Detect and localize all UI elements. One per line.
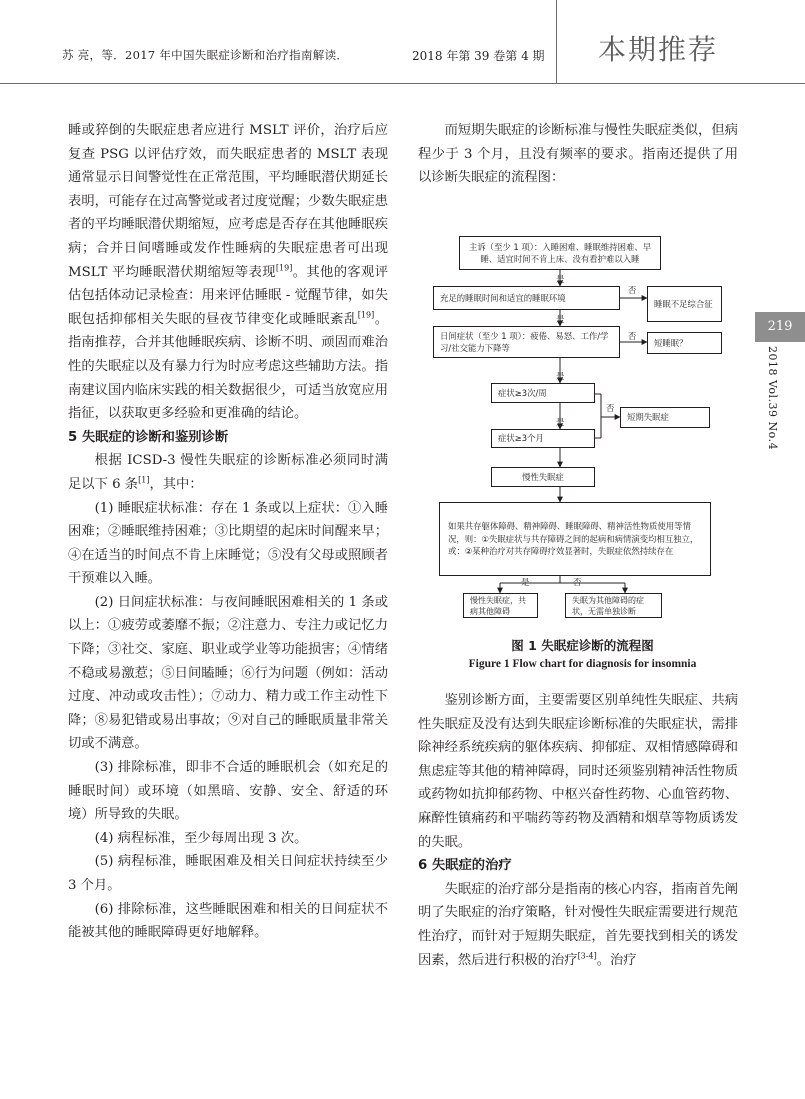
flow-chronic-box: 慢性失眠症 xyxy=(491,467,595,487)
figure-caption-cn: 图 1 失眠症诊断的流程图 xyxy=(511,638,654,653)
left-column xyxy=(68,119,388,945)
right-column-bottom xyxy=(418,689,738,972)
flow-yes-label: 是 xyxy=(556,417,565,427)
paragraph-short-term: 而短期失眠症的诊断标准与慢性失眠症类似，但病程少于 3 个月，且没有频率的要求。指南还提供了用以诊断失眠症的流程图： xyxy=(418,123,738,186)
figure-caption-en: Figure 1 Flow chart for diagnosis for insomnia xyxy=(468,658,697,670)
header-rule xyxy=(0,83,805,84)
flow-yes-label: 是 xyxy=(521,577,530,587)
citation: [19] xyxy=(357,310,375,320)
citation: [3-4] xyxy=(577,951,597,961)
flow-comorbid-chronic-box: 慢性失眠症，共病其他障碍 xyxy=(463,593,538,618)
flow-yes-label: 是 xyxy=(556,274,565,284)
criterion-item: (5) 病程标准，睡眠困难及相关日间症状持续至少 3 个月。 xyxy=(68,854,388,893)
flow-env-box: 充足的睡眠时间和适宜的睡眠环境 xyxy=(433,286,620,310)
volume-label: 2018 Vol.39 No.4 xyxy=(766,346,779,451)
flow-no-label: 否 xyxy=(628,331,637,341)
paragraph-mslt: 睡或猝倒的失眠症患者应进行 MSLT 评价，治疗后应复查 PSG 以评估疗效，而失眠症患者的 MSLT 表现通常显示日间警觉性在正常范围，平均睡眠潜伏期延长表明，可能存在过高警觉或者过度觉醒；少数失眠症患者的平均睡眠潜伏期缩短，应考虑是否存在其他睡眠疾病；合并日间嗜睡或发作性睡病的失眠症患者可出现 MSLT 平均睡眠潜伏期缩短等表现[19]。其他的客观评估包括体动记录检查：用来评估睡眠 - 觉醒节律，如失眠包括抑郁相关失眠的昼夜节律变化或睡眠紊乱[19]。指南推荐，合并其他睡眠疾病、诊断不明、顽固而难治性的失眠症以及有暴力行为时应考虑这些辅助方法。指南建议国内临床实践的相关数据很少，可适当放宽应用指征，以获取更多经验和更准确的结论。 xyxy=(68,123,389,422)
flow-duration-box: 症状≥3个月 xyxy=(491,429,595,448)
flow-no-label: 否 xyxy=(628,285,637,295)
paragraph-criteria-intro: 根据 ICSD-3 慢性失眠症的诊断标准必须同时满足以下 6 条[1]，其中： xyxy=(68,453,388,492)
section-heading-5: 5 失眠症的诊断和鉴别诊断 xyxy=(68,429,229,445)
header-divider xyxy=(556,0,557,84)
running-header-citation: 苏 亮，等．2017 年中国失眠症诊断和治疗指南解读． xyxy=(62,48,349,62)
criterion-item: (3) 排除标准，即非不合适的睡眠机会（如充足的睡眠时间）或环境（如黑暗、安静、安全、舒适的环境）所导致的失眠。 xyxy=(68,760,388,823)
paragraph-treatment: 失眠症的治疗部分是指南的核心内容，指南首先阐明了失眠症的治疗策略，针对慢性失眠症需要进行规范性治疗，而针对于短期失眠症，首先要找到相关的诱发因素，然后进行积极的治疗[3-4]。治疗 xyxy=(418,881,738,968)
flow-daytime-box: 日间症状（至少 1 项）：疲倦、易怒、工作/学习/社交能力下降等 xyxy=(433,326,620,358)
flow-no-label: 否 xyxy=(606,403,615,413)
paragraph-differential: 鉴别诊断方面，主要需要区别单纯性失眠症、共病性失眠症及没有达到失眠症诊断标准的失眠症状，需排除神经系统疾病的躯体疾病、抑郁症、双相情感障碍和焦虑症等其他的精神障碍，同时还须鉴别精神活性物质或药物如抗抑郁药物、中枢兴奋性药物、心血管药物、麻醉性镇痛药和平喘药等药物及酒精和烟草等物质诱发的失眠。 xyxy=(418,693,738,850)
flowchart-figure xyxy=(425,228,740,618)
flow-short-insomnia-box: 短期失眠症 xyxy=(620,407,710,428)
flow-comorbid-box: 如果共存躯体障碍、精神障碍、睡眠障碍、精神活性物质使用等情况，则：①失眠症状与共存障碍之间的起病和病情演变均相互独立，或：②某种治疗对共存障碍疗效显著时，失眠症依然持续存在 xyxy=(439,502,711,576)
criterion-item: (1) 睡眠症状标准：存在 1 条或以上症状：①入睡困难；②睡眠维持困难；③比期望的起床时间醒来早；④在适当的时间点不肯上床睡觉；⑤没有父母或照顾者干预难以入睡。 xyxy=(68,500,388,587)
flow-start-box: 主诉（至少 1 项）：入睡困难、睡眠维持困难、早睡、适宜时间不肯上床、没有看护难以入睡 xyxy=(459,236,661,270)
citation: [19] xyxy=(275,263,293,273)
flow-yes-label: 是 xyxy=(556,371,565,381)
journal-issue: 2018 年第 39 卷第 4 期 xyxy=(412,49,545,63)
criterion-item: (6) 排除标准，这些睡眠困难和相关的日间症状不能被其他的睡眠障碍更好地解释。 xyxy=(68,901,388,941)
section-heading-6: 6 失眠症的治疗 xyxy=(418,858,512,874)
flow-short-sleep-box: 短睡眠？ xyxy=(647,332,722,354)
flow-insufficient-box: 睡眠不足综合征 xyxy=(647,286,722,322)
right-column-top xyxy=(418,119,738,190)
flow-no-separate-box: 失眠为其他障碍的症状，无需单独诊断 xyxy=(565,593,662,618)
citation: [1] xyxy=(138,475,150,485)
flow-yes-label: 是 xyxy=(556,314,565,324)
section-brand: 本期推荐 xyxy=(598,33,719,66)
flow-frequency-box: 症状≥3次/周 xyxy=(491,383,595,403)
flow-no-label: 否 xyxy=(573,577,582,587)
criterion-item: (4) 病程标准，至少每周出现 3 次。 xyxy=(94,830,308,846)
criterion-item: (2) 日间症状标准：与夜间睡眠困难相关的 1 条或以上：①疲劳或萎靡不振；②注意力、专注力或记忆力下降；③社交、家庭、职业或学业等功能损害；④情绪不稳或易激惹；⑤日间瞌睡；⑥行为问题（例如：活动过度、冲动或攻击性）；⑦动力、精力或工作主动性下降；⑧易犯错或易出事故；⑨对自己的睡眠质量非常关切或不满意。 xyxy=(68,594,388,752)
page-number: 219 xyxy=(755,312,805,342)
